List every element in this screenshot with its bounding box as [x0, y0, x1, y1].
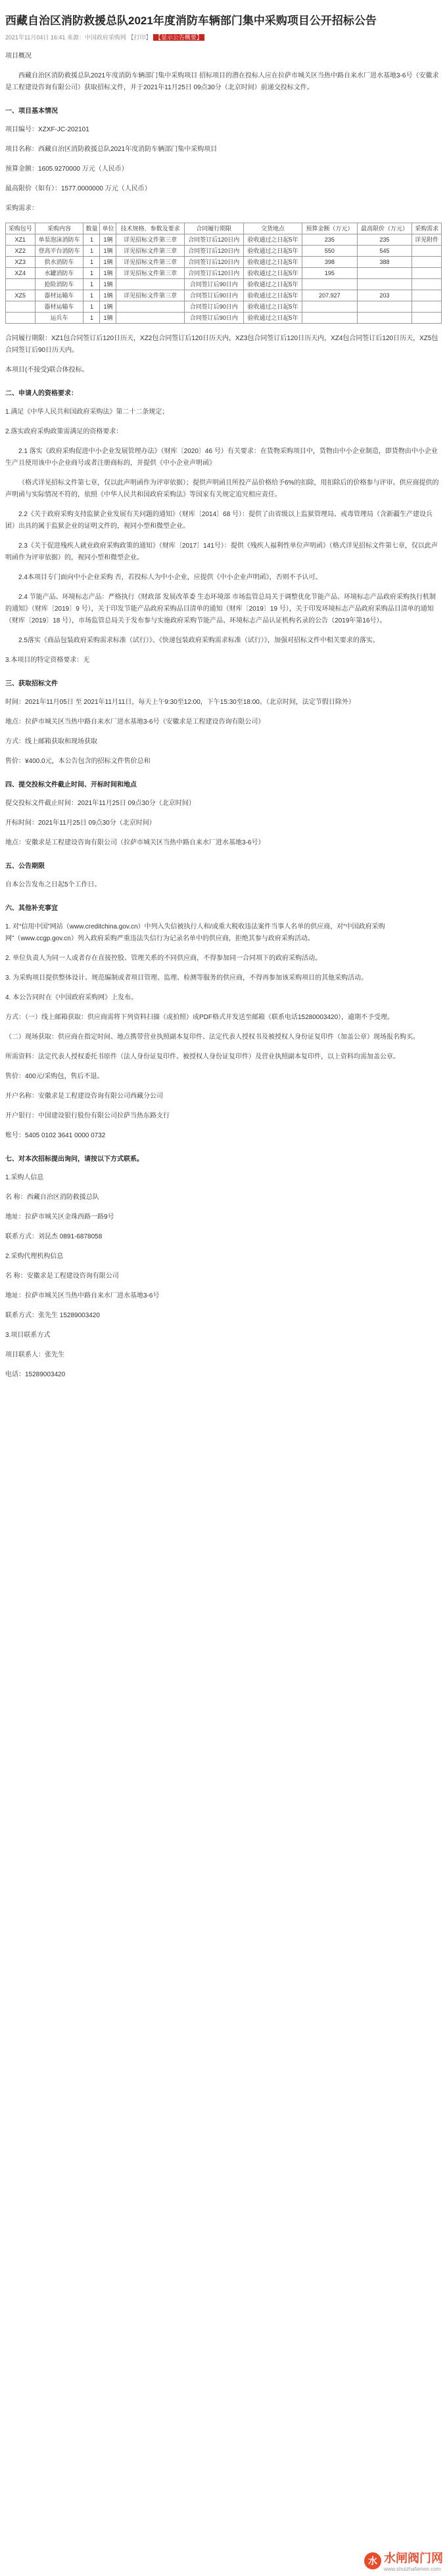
- s1-line: 项目名称：西藏自治区消防救援总队2021年度消防车辆部门集中采购项目: [5, 146, 218, 153]
- s2-item: 2.落实政府采购政策需满足的资格要求：: [5, 428, 123, 435]
- s3-line: 方式：线上邮箱获取和现场获取: [5, 738, 97, 745]
- section-4-heading: 四、提交投标文件截止时间、开标时间和地点: [5, 781, 137, 789]
- table-cell-budget: [302, 313, 358, 324]
- s4-line: 提交投标文件截止时间：2021年11月25日 09点30分（北京时间）: [5, 800, 195, 807]
- table-cell-req: [412, 257, 442, 268]
- table-cell-period: 合同签订后120日内: [184, 257, 243, 268]
- table-cell-place: 验收通过之日起5年: [243, 313, 302, 324]
- table-cell-period: 合同签订后120日内: [184, 234, 243, 246]
- s6-item: 开户名称：安徽求是工程建设咨询有限公司西藏分公司: [5, 1093, 163, 1100]
- s2-item: 2.5落实《商品包装政府采购需求标准（试行）》、《快递包装政府采购需求标准（试行）》，加强对招标文件中相关要求的落实。: [18, 637, 379, 644]
- table-cell-no: XZ2: [6, 246, 35, 257]
- s6-item: 账号：5405 0102 3641 0000 0732: [5, 1132, 106, 1139]
- s5-line: 自本公告发布之日起5个工作日。: [5, 881, 101, 888]
- table-cell-no: [6, 313, 35, 324]
- table-cell-budget: 207.927: [302, 290, 358, 301]
- section-5-heading: 五、公告期限: [5, 863, 45, 870]
- contact-line: 电话：15289003420: [5, 1371, 66, 1378]
- table-cell-qty: 1: [83, 234, 100, 246]
- s2-item: 1.满足《中华人民共和国政府采购法》第二十二条规定；: [5, 408, 169, 416]
- table-cell-req: [412, 279, 442, 290]
- table-cell-spec: 详见招标文件第三章: [116, 257, 184, 268]
- s4-line: 地点：安徽求是工程建设咨询有限公司（拉萨市城关区当热中路自来水厂进水基地3-6号）: [5, 839, 265, 846]
- table-row: [6, 301, 442, 313]
- table-cell-spec: 详见招标文件第三章: [116, 290, 184, 301]
- watermark: [364, 2549, 443, 2572]
- col-header: 合同履行期限: [184, 223, 243, 234]
- section-1-heading: 一、项目基本情况: [5, 108, 58, 115]
- s1-line: 项目编号：XZXF-JC-202101: [5, 126, 89, 133]
- s3-line: 售价：¥400.0元，本公告包含的招标文件售价总和: [5, 758, 151, 765]
- table-cell-qty: 1: [83, 290, 100, 301]
- table-cell-limit: [357, 313, 412, 324]
- table-cell-budget: 195: [302, 268, 358, 279]
- page-title: 西藏自治区消防救援总队2021年度消防车辆部门集中采购项目公开招标公告: [5, 14, 377, 27]
- buyer-line: 联系方式：刘昆杰 0891-6878058: [5, 1233, 103, 1240]
- table-cell-name: 运兵车: [35, 313, 83, 324]
- table-cell-budget: [302, 301, 358, 313]
- col-header: 预算金额（万元）: [302, 223, 358, 234]
- section-6-heading: 六、其他补充事宜: [5, 905, 58, 912]
- table-cell-spec: [116, 301, 184, 313]
- source: 来源：中国政府采购网: [66, 34, 126, 41]
- table-cell-limit: 203: [357, 290, 412, 301]
- summary-text: 西藏自治区消防救援总队2021年度消防车辆部门集中采购项目 招标项目的潜在投标人应在拉萨市城关区当热中路自来水厂进水基地3-6号（安徽求是工程建设咨询有限公司）获取招标文件，并于2021年11月25日 09点30分（北京时间）前递交投标文件。: [5, 72, 439, 91]
- table-cell-no: XZ3: [6, 257, 35, 268]
- table-cell-name: 抢险消防车: [35, 279, 83, 290]
- table-cell-no: XZ1: [6, 234, 35, 246]
- table-cell-limit: 235: [357, 234, 412, 246]
- table-cell-qty: 1: [83, 301, 100, 313]
- table-cell-name: 登高平台消防车: [35, 246, 83, 257]
- agent-line: 地址：拉萨市城关区当热中路自来水厂进水基地3-6号: [5, 1292, 160, 1299]
- col-header: 采购内容: [35, 223, 83, 234]
- table-cell-budget: 550: [302, 246, 358, 257]
- table-cell-unit: 1辆: [100, 313, 116, 324]
- agent-line: 联系方式：张先生 15289003420: [5, 1312, 100, 1319]
- s2-item: 2.4 节能产品、环境标志产品：严格执行《财政部 发展改革委 生态环境部 市场监管总局关于调整优化节能产品、环境标志产品政府采购执行机制的通知》（财库〔2019〕9 号），关于印发节能产品政府采购品目清单的通知（财库〔2019〕19 号），关于印发环境标志产品政府采购品目清单的通知（财库〔2019〕18 号），市场监管总局关于发布参与实施政府采购节能产品、环境标志产品认证机构名录的公告（2019年第16号）。: [5, 594, 436, 624]
- s2-item: 2.4本项目专门面向中小企业采购 否，若投标人为中小企业，应提供《中小企业声明函》，否则不予认可。: [18, 574, 322, 581]
- table-cell-place: 验收通过之日起5年: [243, 279, 302, 290]
- table-cell-period: 合同签订后120日内: [184, 268, 243, 279]
- s1-line: 最高限价（如有）：1577.0000000 万元（人民币）: [5, 185, 151, 192]
- agent-line: 名 称：安徽求是工程建设咨询有限公司: [5, 1273, 119, 1280]
- section-2-heading: 二、申请人的资格要求：: [5, 390, 78, 397]
- col-header: 交货地点: [243, 223, 302, 234]
- article-body: [0, 51, 447, 1381]
- buyer-line: 名 称：西藏自治区消防救援总队: [5, 1194, 99, 1201]
- contract-period: 合同履行期限：XZ1包合同签订后120日历天，XZ2包合同签订后120日历天内，XZ3包合同签订后120日历天内，XZ4包合同签订后120日历天，XZ5包合同签订后90日历天内。: [5, 335, 438, 354]
- buyer-heading: 1.采购人信息: [5, 1174, 44, 1181]
- table-cell-place: 验收通过之日起5年: [243, 290, 302, 301]
- table-cell-qty: 1: [83, 279, 100, 290]
- table-cell-limit: [357, 279, 412, 290]
- table-cell-unit: 1辆: [100, 268, 116, 279]
- table-cell-limit: 545: [357, 246, 412, 257]
- table-row: [6, 246, 442, 257]
- contact-line: 项目联系人：张先生: [5, 1351, 64, 1359]
- table-cell-period: 合同签订后90日内: [184, 279, 243, 290]
- watermark-logo-icon: 水: [364, 2552, 381, 2569]
- section-7-heading: 七、对本次招标提出询问，请按以下方式联系。: [5, 1156, 143, 1163]
- table-cell-spec: [116, 313, 184, 324]
- publish-date: 2021年11月04日 16:41: [5, 34, 66, 41]
- table-cell-name: 水罐消防车: [35, 268, 83, 279]
- table-cell-qty: 1: [83, 246, 100, 257]
- s4-line: 开标时间：2021年11月25日 09点30分（北京时间）: [5, 819, 156, 827]
- col-header: 单位: [100, 223, 116, 234]
- s2-item: 2.1 落实《政府采购促进中小企业发展管理办法》（财库〔2020〕46 号）有关要求：在货物采购项目中，货物由中小企业制造，即货物由中小企业生产且使用该中小企业商号或者注册商标的，并提供《中小企业声明函》: [5, 448, 438, 467]
- table-cell-no: [6, 301, 35, 313]
- table-cell-req: [412, 246, 442, 257]
- table-cell-spec: 详见招标文件第三章: [116, 234, 184, 246]
- table-row: [6, 279, 442, 290]
- table-cell-spec: [116, 279, 184, 290]
- s6-item: 2. 单位负责人为同一人或者存在直接控股、管理关系的不同供应商，不得参加同一合同项下的政府采购活动。: [5, 955, 322, 962]
- col-header: 采购需求: [412, 223, 442, 234]
- table-cell-name: 单泵泡沫消防车: [35, 234, 83, 246]
- table-cell-unit: 1辆: [100, 246, 116, 257]
- summary-toggle[interactable]: 【显示公告概要】: [153, 34, 204, 41]
- table-row: [6, 313, 442, 324]
- table-cell-unit: 1辆: [100, 290, 116, 301]
- table-cell-budget: 235: [302, 234, 358, 246]
- table-cell-budget: [302, 279, 358, 290]
- table-cell-limit: [357, 301, 412, 313]
- table-cell-place: 验收通过之日起5年: [243, 301, 302, 313]
- s6-item: 所需资料：法定代表人授权委托书原件（法人身份证复印件、被授权人身份证复印件）及营业执照副本复印件，以上资料均需加盖公章。: [5, 1053, 400, 1060]
- table-cell-spec: 详见招标文件第三章: [116, 268, 184, 279]
- table-cell-period: 合同签订后120日内: [184, 246, 243, 257]
- table-cell-period: 合同签订后90日内: [184, 313, 243, 324]
- table-cell-period: 合同签订后90日内: [184, 301, 243, 313]
- consortium-note: 本项目(不接受)联合体投标。: [5, 366, 89, 374]
- watermark-url: www.shuizhafamen.com: [384, 2566, 441, 2572]
- col-header: 采购包号: [6, 223, 35, 234]
- s6-item: 售价：400元/采购包，售后不退。: [5, 1073, 104, 1080]
- col-header: 技术规格、参数及要求: [116, 223, 184, 234]
- meta-bar: [0, 33, 447, 51]
- procurement-table: [5, 223, 442, 324]
- table-row: [6, 268, 442, 279]
- table-cell-no: XZ4: [6, 268, 35, 279]
- table-cell-place: 验收通过之日起5年: [243, 257, 302, 268]
- table-cell-qty: 1: [83, 313, 100, 324]
- s2-item: 2.3《关于促进残疾人就业政府采购政策的通知》（财库〔2017〕141号）：提供《残疾人福利性单位声明函》（格式详见招标文件第七章，仅以此声明函作为评审依据）的，视同小型和微型企业。: [5, 542, 438, 561]
- s6-item: 开户银行：中国建设银行股份有限公司拉萨当热东路支行: [5, 1112, 170, 1120]
- table-cell-name: 器材运输车: [35, 290, 83, 301]
- table-row: [6, 290, 442, 301]
- s3-line: 时间：2021年11月05日 至 2021年11月11日，每天上午9:30至12:00，下午15:30至18:00。（北京时间，法定节假日除外）: [5, 699, 355, 706]
- table-cell-limit: 388: [357, 257, 412, 268]
- table-cell-no: XZ5: [6, 290, 35, 301]
- table-cell-period: 合同签订后90日内: [184, 290, 243, 301]
- table-row: [6, 234, 442, 246]
- section-3-heading: 三、获取招标文件: [5, 680, 58, 688]
- table-row: [6, 257, 442, 268]
- s3-line: 地点：拉萨市城关区当热中路自来水厂进水基地3-6号（安徽求是工程建设咨询有限公司）: [5, 718, 265, 726]
- table-cell-unit: 1辆: [100, 301, 116, 313]
- col-header: 最高限价（万元）: [357, 223, 412, 234]
- col-header: 数量: [83, 223, 100, 234]
- buyer-line: 地址：拉萨市城关区金珠西路一路9号: [5, 1213, 114, 1221]
- table-cell-req: [412, 301, 442, 313]
- s1-line: 采购需求：: [5, 205, 38, 212]
- table-cell-unit: 1辆: [100, 279, 116, 290]
- table-cell-req: 详见附件: [412, 234, 442, 246]
- table-cell-limit: [357, 268, 412, 279]
- s2-item: （格式详见招标文件第七章，仅以此声明函作为评审依据）；提供声明函且所投产品价格给予6%的扣除，用扣除后的价格参与评审。供应商提供的声明函与实际情况不符的，依照《中华人民共和国政府采购法》等国家有关规定追究相应责任。: [5, 479, 439, 498]
- table-cell-name: 供水消防车: [35, 257, 83, 268]
- table-cell-qty: 1: [83, 257, 100, 268]
- s1-line: 预算金额：1605.9270000 万元（人民币）: [5, 165, 128, 173]
- table-header-row: [6, 223, 442, 234]
- table-cell-req: [412, 313, 442, 324]
- s6-item: 4. 本公告同时在《中国政府采购网》上发布。: [5, 994, 138, 1001]
- summary-heading: 项目概况: [5, 53, 32, 60]
- table-cell-budget: 398: [302, 257, 358, 268]
- table-cell-name: 器材运输车: [35, 301, 83, 313]
- s6-item: 3. 为采购项目提供整体设计、规范编制或者项目管理、监理、检测等服务的供应商，不得再参加该采购项目的其他采购活动。: [5, 974, 368, 982]
- table-cell-unit: 1辆: [100, 257, 116, 268]
- table-cell-place: 验收通过之日起5年: [243, 234, 302, 246]
- s6-item: （二）现场获取：供应商在指定时间、地点携带营业执照副本复印件、法定代表人授权书及被授权人身份证复印件（加盖公章）现场报名购买。: [5, 1034, 419, 1041]
- table-cell-place: 验收通过之日起5年: [243, 246, 302, 257]
- table-cell-qty: 1: [83, 268, 100, 279]
- s2-item: 3.本项目的特定资格要求：无: [5, 657, 90, 664]
- s6-item: 方式：（一）线上邮箱获取：供应商需将下列资料扫描（或拍照）成PDF格式并发送至邮箱（联系电话15280003420），逾期不予受理。: [5, 1014, 394, 1021]
- table-cell-place: 验收通过之日起5年: [243, 268, 302, 279]
- print-link[interactable]: 【打印】: [128, 34, 152, 41]
- table-cell-req: [412, 290, 442, 301]
- table-cell-req: [412, 268, 442, 279]
- table-cell-no: [6, 279, 35, 290]
- s2-item: 2.2《关于政府采购支持监狱企业发展有关问题的通知》（财库〔2014〕68 号）：提供了由省级以上监狱管理局、戒毒管理局（含新疆生产建设兵团）出具的属于监狱企业的证明文件的，视同小型和微型企业。: [5, 511, 433, 530]
- contact-heading: 3.项目联系方式: [5, 1332, 51, 1339]
- table-cell-spec: 详见招标文件第三章: [116, 246, 184, 257]
- s6-item: 1. 对“信用中国”网站（www.creditchina.gov.cn）中列入失信被执行人和/或重大税收违法案件当事人名单的供应商，对“中国政府采购网”（www.ccgp.gov.cn）列入政府采购严重违法失信行为记录名单中的供应商，拒绝其参与政府采购活动。: [5, 923, 385, 942]
- watermark-name: 水闸阀门网: [384, 2552, 443, 2565]
- agent-heading: 2.采购代理机构信息: [5, 1253, 64, 1260]
- table-cell-unit: 1辆: [100, 234, 116, 246]
